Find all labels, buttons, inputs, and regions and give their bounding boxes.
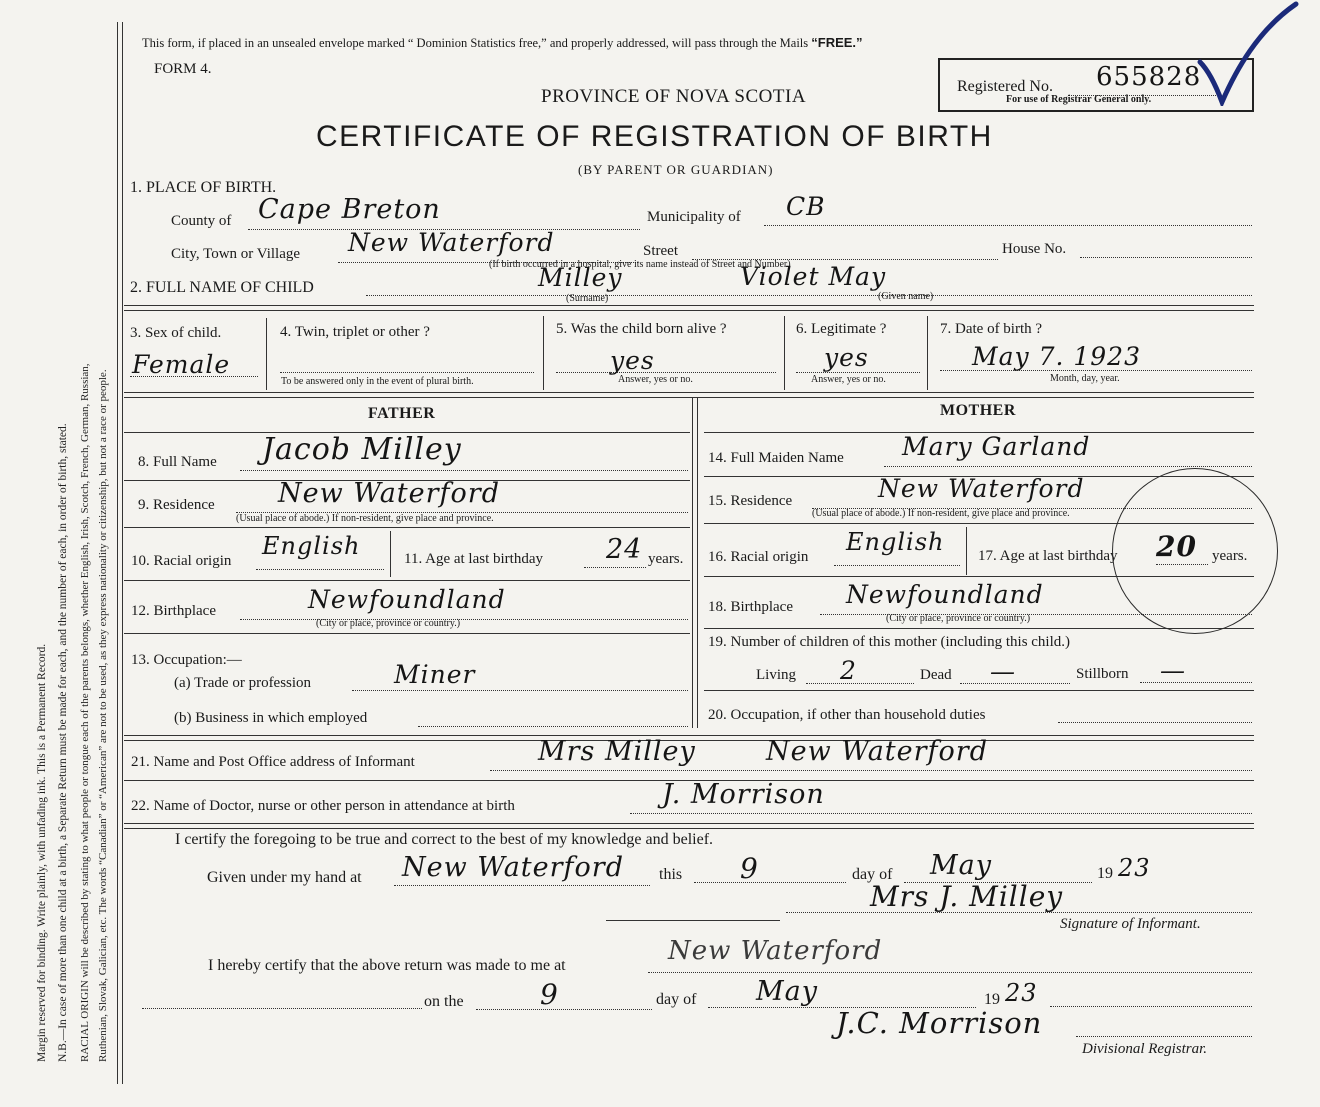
father-age-value: 24 — [606, 534, 643, 565]
given-name-caption: (Given name) — [878, 291, 934, 302]
dob-caption: Month, day, year. — [1050, 373, 1120, 384]
registrar-day-value: 9 — [540, 978, 559, 1011]
this-label: this — [659, 866, 683, 883]
registered-number-label: Registered No. — [957, 78, 1053, 95]
house-number-label: House No. — [1002, 241, 1067, 257]
mother-occupation-label: 20. Occupation, if other than household duties — [708, 707, 986, 723]
father-name-value: Jacob Milley — [262, 432, 462, 467]
child-given-name-value: Violet May — [740, 262, 887, 291]
municipality-value: CB — [786, 192, 826, 221]
sex-label: 3. Sex of child. — [130, 325, 222, 341]
registrar-on-the-label: on the — [424, 993, 464, 1010]
informant-name-value: Mrs Milley — [538, 736, 696, 767]
place-heading: 1. PLACE OF BIRTH. — [130, 179, 277, 196]
father-heading: FATHER — [368, 405, 436, 422]
mother-name-value: Mary Garland — [902, 432, 1091, 461]
mother-residence-label: 15. Residence — [708, 493, 793, 509]
circle-annotation — [1112, 468, 1278, 634]
municipality-label: Municipality of — [647, 209, 741, 225]
living-label: Living — [756, 667, 796, 683]
registrar-place-value: New Waterford — [668, 936, 883, 966]
hospital-note: (If birth occurred in a hospital, give its name instead of Street and Number) — [489, 259, 791, 270]
father-birthplace-label: 12. Birthplace — [131, 603, 216, 619]
father-residence-label: 9. Residence — [138, 497, 215, 513]
dead-value: — — [990, 657, 1016, 686]
page-subtitle: (BY PARENT OR GUARDIAN) — [578, 162, 774, 177]
city-label: City, Town or Village — [171, 246, 301, 262]
dayof-label: day of — [852, 866, 893, 883]
margin-note-racial-origin-cont: Ruthenian, Slovak, Galician, etc. The words “Canadian” or “American” are not to be used, as they express nationality or citizenship, but not a race or people. — [97, 369, 109, 1062]
margin-note-binding: Margin reserved for binding. Write plainly, with unfading ink. This is a Permanent Record. — [36, 643, 48, 1062]
form-number: FORM 4. — [154, 61, 212, 77]
sex-value: Female — [132, 350, 231, 379]
alive-value: yes — [610, 346, 655, 375]
father-business-label: (b) Business in which employed — [174, 710, 368, 726]
given-month-value: May — [930, 850, 992, 881]
county-label: County of — [171, 213, 232, 229]
father-birthplace-note: (City or place, province or country.) — [316, 618, 461, 629]
father-racial-origin-value: English — [262, 532, 361, 560]
registered-number-value: 655828 — [1096, 62, 1202, 92]
father-racial-origin-label: 10. Racial origin — [131, 553, 232, 569]
mother-age-years: years. — [1212, 548, 1248, 564]
living-value: 2 — [840, 656, 857, 685]
mother-racial-origin-label: 16. Racial origin — [708, 549, 809, 565]
given-place-value: New Waterford — [402, 852, 624, 883]
informant-address-value: New Waterford — [766, 736, 988, 767]
dead-label: Dead — [920, 667, 952, 683]
page-title: CERTIFICATE OF REGISTRATION OF BIRTH — [316, 120, 993, 153]
street-label: Street — [643, 243, 678, 259]
stillborn-label: Stillborn — [1076, 666, 1129, 682]
margin-rule-inner — [122, 22, 123, 1084]
father-age-years: years. — [648, 551, 684, 567]
mother-heading: MOTHER — [940, 402, 1016, 419]
mother-residence-note: (Usual place of abode.) If non-resident, give place and province. — [812, 508, 1070, 519]
mother-children-label: 19. Number of children of this mother (including this child.) — [708, 634, 1071, 650]
margin-rule — [117, 22, 118, 1084]
given-day-value: 9 — [740, 852, 759, 885]
father-name-label: 8. Full Name — [138, 454, 217, 470]
alive-label: 5. Was the child born alive ? — [556, 321, 727, 337]
given-label: Given under my hand at — [207, 869, 362, 886]
registrar-year-value: 23 — [1005, 979, 1038, 1007]
father-residence-note: (Usual place of abode.) If non-resident, give place and province. — [236, 513, 494, 524]
registrar-signature: J.C. Morrison — [836, 1006, 1043, 1040]
registrar-year-prefix: 19 — [984, 991, 1000, 1008]
legitimate-label: 6. Legitimate ? — [796, 321, 887, 337]
given-year-prefix: 19 — [1097, 865, 1113, 882]
twin-note: To be answered only in the event of plural birth. — [281, 376, 474, 387]
father-age-label: 11. Age at last birthday — [404, 551, 543, 567]
legitimate-value: yes — [824, 343, 869, 372]
father-occupation-label: 13. Occupation:— — [131, 652, 242, 668]
mother-birthplace-label: 18. Birthplace — [708, 599, 793, 615]
doctor-label: 22. Name of Doctor, nurse or other person in attendance at birth — [131, 798, 515, 814]
stillborn-value: — — [1160, 656, 1186, 685]
registrar-dayof-label: day of — [656, 991, 697, 1008]
child-name-label: 2. FULL NAME OF CHILD — [130, 279, 314, 296]
mail-note: This form, if placed in an unsealed envelope marked “ Dominion Statistics free,” and properly addressed, will pass through the Mails “FREE.” — [142, 35, 863, 50]
mother-birthplace-value: Newfoundland — [846, 580, 1044, 609]
county-value: Cape Breton — [258, 194, 441, 225]
father-birthplace-value: Newfoundland — [308, 585, 506, 614]
dob-label: 7. Date of birth ? — [940, 321, 1043, 337]
registrar-note: For use of Registrar General only. — [1006, 94, 1152, 105]
surname-caption: (Surname) — [566, 293, 609, 304]
informant-label: 21. Name and Post Office address of Informant — [131, 754, 415, 770]
mother-age-label: 17. Age at last birthday — [978, 548, 1118, 564]
alive-caption: Answer, yes or no. — [618, 374, 693, 385]
margin-note-racial-origin: RACIAL ORIGIN will be described by stating to what people or tongue each of the parents belongs, whether English, Irish, Scotch, French, German, Russian, — [79, 363, 91, 1062]
checkmark-icon — [1196, 0, 1300, 106]
father-trade-label: (a) Trade or profession — [174, 675, 312, 691]
father-trade-value: Miner — [394, 660, 476, 689]
doctor-value: J. Morrison — [662, 779, 825, 810]
province-heading: PROVINCE OF NOVA SCOTIA — [541, 86, 807, 107]
child-surname-value: Milley — [538, 263, 623, 292]
registrar-statement: I hereby certify that the above return was made to me at — [208, 957, 566, 974]
registrar-month-value: May — [756, 976, 818, 1007]
certification-statement: I certify the foregoing to be true and correct to the best of my knowledge and belief. — [175, 831, 714, 848]
twin-label: 4. Twin, triplet or other ? — [280, 324, 430, 340]
given-year-value: 23 — [1118, 854, 1151, 882]
margin-note-multiple-births: N.B.—In case of more than one child at a birth, a Separate Return must be made for each, and the number of each, in order of birth, stated. — [57, 423, 69, 1062]
legitimate-caption: Answer, yes or no. — [811, 374, 886, 385]
mother-residence-value: New Waterford — [878, 474, 1085, 503]
mother-birthplace-note: (City or place, province or country.) — [886, 613, 1031, 624]
mother-racial-origin-value: English — [846, 528, 945, 556]
mother-name-label: 14. Full Maiden Name — [708, 450, 844, 466]
mother-age-value: 20 — [1156, 530, 1197, 563]
registrar-caption: Divisional Registrar. — [1082, 1041, 1208, 1057]
informant-signature-caption: Signature of Informant. — [1060, 916, 1201, 932]
informant-signature: Mrs J. Milley — [870, 880, 1064, 913]
dob-value: May 7. 1923 — [972, 342, 1141, 371]
father-residence-value: New Waterford — [278, 478, 500, 509]
city-value: New Waterford — [348, 228, 555, 257]
